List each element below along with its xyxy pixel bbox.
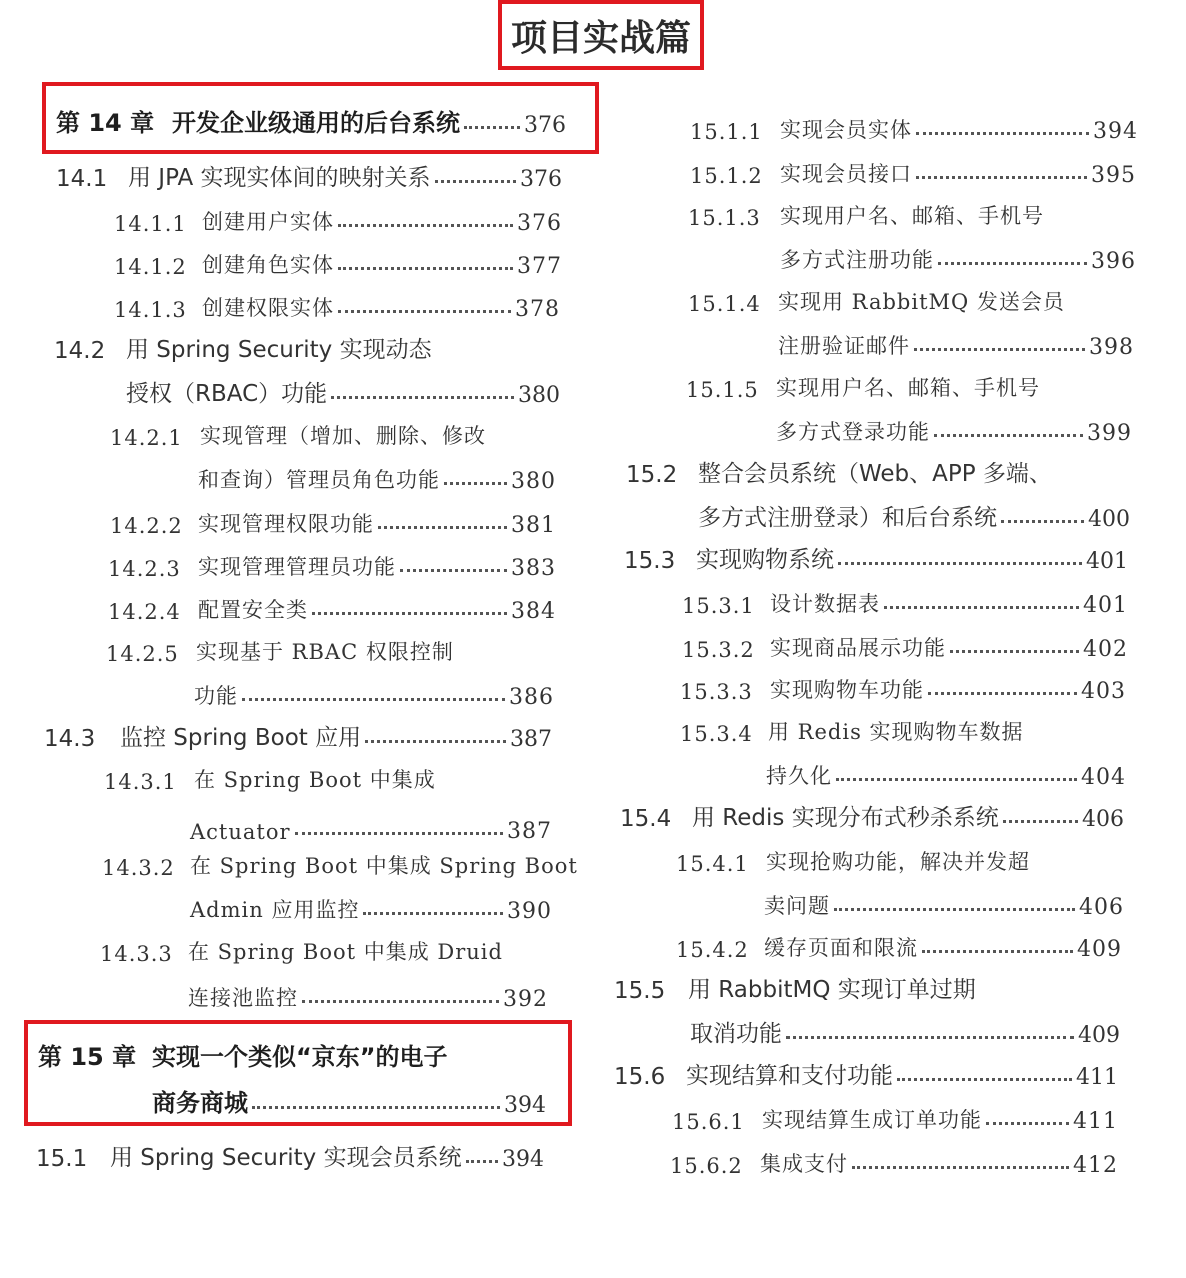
dot-leader [338, 310, 511, 313]
dot-leader [897, 1078, 1072, 1081]
dot-leader [466, 1160, 498, 1163]
toc-page-number: 378 [515, 297, 560, 322]
toc-page-number: 392 [503, 987, 548, 1012]
dot-leader [331, 396, 514, 399]
toc-page-number: 394 [504, 1093, 546, 1118]
toc-title: 监控 Spring Boot 应用 [120, 725, 362, 751]
toc-entry-s15-1-2 [690, 152, 1136, 188]
toc-title: 实现结算生成订单功能 [762, 1108, 982, 1132]
toc-title: 开发企业级通用的后台系统 [172, 109, 460, 137]
toc-title: 用 Spring Security 实现动态 [126, 337, 432, 363]
toc-number: 14.1.3 [114, 298, 187, 322]
toc-number: 14.2.1 [110, 426, 183, 450]
toc-title: 实现购物系统 [696, 547, 834, 573]
toc-entry-s14-3-2-line-1 [102, 844, 578, 880]
dot-leader [938, 262, 1087, 265]
toc-title: 和查询）管理员角色功能 [198, 468, 440, 492]
dot-leader [363, 912, 503, 915]
toc-number: 15.6.2 [670, 1154, 743, 1178]
dot-leader [922, 950, 1073, 953]
toc-number: 14.3 [44, 726, 96, 752]
toc-number: 第 15 章 [38, 1043, 137, 1071]
toc-number: 14.2.3 [108, 557, 181, 581]
dot-leader [400, 569, 507, 572]
toc-page-number: 387 [510, 727, 552, 752]
dot-leader [1003, 820, 1078, 823]
toc-title: 实现用 RabbitMQ 发送会员 [778, 290, 1065, 314]
toc-page-number: 377 [517, 254, 562, 279]
toc-page-number: 401 [1086, 549, 1128, 574]
toc-title: 在 Spring Boot 中集成 Druid [188, 940, 503, 964]
toc-title: 用 Redis 实现分布式秒杀系统 [692, 805, 999, 831]
toc-number: 14.3.3 [100, 942, 173, 966]
toc-entry-s14-3-2-line-2 [190, 888, 552, 924]
toc-entry-s14-3 [44, 716, 552, 752]
toc-entry-s15-6-2 [670, 1142, 1118, 1178]
toc-number: 15.3.2 [682, 638, 755, 662]
toc-number: 15.1.5 [686, 378, 759, 402]
dot-leader [950, 650, 1079, 653]
toc-title: 创建用户实体 [202, 210, 334, 234]
toc-entry-s14-2-2 [110, 502, 556, 538]
dot-leader [378, 526, 507, 529]
dot-leader [295, 832, 503, 835]
toc-number: 15.3.3 [680, 680, 753, 704]
toc-entry-s14-1-2 [114, 243, 562, 279]
toc-title: 多方式注册功能 [780, 248, 934, 272]
toc-entry-ch14 [56, 102, 566, 138]
dot-leader [934, 434, 1083, 437]
toc-title: 用 JPA 实现实体间的映射关系 [128, 165, 431, 191]
toc-entry-s15-5-line-2 [690, 1012, 1120, 1048]
toc-entry-s15-1-5-line-2 [776, 410, 1132, 446]
toc-title: 实现基于 RBAC 权限控制 [196, 640, 454, 664]
toc-title: 授权（RBAC）功能 [126, 381, 328, 407]
toc-entry-s14-3-3-line-1 [100, 930, 503, 966]
toc-title: 集成支付 [760, 1152, 848, 1176]
toc-page-number: 395 [1091, 163, 1136, 188]
toc-title: 实现购物车功能 [770, 678, 924, 702]
toc-page-number: 412 [1073, 1153, 1118, 1178]
dot-leader [916, 176, 1087, 179]
toc-number: 15.3.1 [682, 594, 755, 618]
toc-number: 15.6.1 [672, 1110, 745, 1134]
toc-page-number: 409 [1077, 937, 1122, 962]
toc-entry-ch15-line-2 [152, 1082, 546, 1118]
dot-leader [884, 606, 1079, 609]
dot-leader [365, 740, 506, 743]
toc-title: 实现用户名、邮箱、手机号 [780, 204, 1044, 228]
toc-title: 用 RabbitMQ 实现订单过期 [688, 977, 976, 1003]
toc-page-number: 409 [1078, 1023, 1120, 1048]
toc-page-number: 394 [502, 1147, 544, 1172]
toc-entry-s14-2-5-line-1 [106, 630, 454, 666]
toc-number: 15.6 [614, 1064, 666, 1090]
toc-number: 14.3.2 [102, 856, 175, 880]
toc-title: 在 Spring Boot 中集成 [194, 768, 436, 792]
toc-title: Admin 应用监控 [190, 898, 360, 922]
toc-entry-s14-2-1-line-1 [110, 414, 486, 450]
toc-title: 用 Spring Security 实现会员系统 [110, 1145, 462, 1171]
toc-entry-s14-3-1-line-2 [190, 808, 552, 844]
toc-page-number: 387 [507, 819, 552, 844]
toc-title: 实现结算和支付功能 [686, 1063, 893, 1089]
toc-entry-s14-3-3-line-2 [188, 976, 548, 1012]
toc-number: 15.1.1 [690, 120, 763, 144]
toc-entry-s15-3 [624, 538, 1128, 574]
toc-title: 实现用户名、邮箱、手机号 [776, 376, 1040, 400]
toc-entry-s14-2-line-1 [54, 328, 432, 364]
toc-entry-s15-1-5-line-1 [686, 366, 1040, 402]
dot-leader [444, 482, 507, 485]
toc-entry-s15-4-1-line-1 [676, 840, 1030, 876]
toc-number: 15.4.1 [676, 852, 749, 876]
toc-page-number: 380 [511, 469, 556, 494]
dot-leader [435, 180, 516, 183]
toc-page-number: 401 [1083, 593, 1128, 618]
toc-title: 缓存页面和限流 [764, 936, 918, 960]
toc-title: 注册验证邮件 [778, 334, 910, 358]
toc-title: 实现抢购功能，解决并发超 [766, 850, 1030, 874]
toc-title: 实现管理（增加、删除、修改 [200, 424, 486, 448]
dot-leader [836, 778, 1077, 781]
toc-page-number: 376 [517, 211, 562, 236]
toc-number: 14.1.2 [114, 255, 187, 279]
toc-entry-s14-1 [56, 156, 562, 192]
toc-number: 15.1 [36, 1146, 88, 1172]
toc-number: 14.1 [56, 166, 108, 192]
toc-entry-ch15-line-1 [38, 1036, 448, 1072]
toc-entry-s15-1-3-line-1 [688, 194, 1044, 230]
toc-title: 持久化 [766, 764, 832, 788]
dot-leader [786, 1036, 1074, 1039]
toc-entry-s15-6 [614, 1054, 1118, 1090]
dot-leader [302, 1000, 499, 1003]
toc-number: 15.1.2 [690, 164, 763, 188]
toc-page-number: 402 [1083, 637, 1128, 662]
dot-leader [852, 1166, 1069, 1169]
toc-page-number: 384 [511, 599, 556, 624]
dot-leader [338, 267, 513, 270]
dot-leader [916, 132, 1089, 135]
toc-page-number: 381 [511, 513, 556, 538]
toc-entry-s15-3-4-line-2 [766, 754, 1126, 790]
toc-number: 14.2 [54, 338, 106, 364]
toc-entry-s14-1-3 [114, 286, 560, 322]
toc-title: 设计数据表 [770, 592, 880, 616]
toc-entry-s15-1-3-line-2 [780, 238, 1136, 274]
toc-entry-s14-1-1 [114, 200, 562, 236]
toc-page-number: 383 [511, 556, 556, 581]
dot-leader [252, 1106, 500, 1109]
toc-title: 实现管理管理员功能 [198, 555, 396, 579]
toc-title: 在 Spring Boot 中集成 Spring Boot [190, 854, 578, 878]
toc-number: 15.4.2 [676, 938, 749, 962]
dot-leader [838, 562, 1082, 565]
toc-title: 创建权限实体 [202, 296, 334, 320]
toc-page-number: 406 [1079, 895, 1124, 920]
toc-page-number: 380 [518, 383, 560, 408]
toc-number: 14.2.2 [110, 514, 183, 538]
toc-entry-s15-2-line-1 [626, 452, 1052, 488]
toc-page-number: 386 [509, 685, 554, 710]
dot-leader [834, 908, 1075, 911]
toc-entry-s14-2-5-line-2 [194, 674, 554, 710]
toc-entry-s15-2-line-2 [698, 496, 1130, 532]
toc-title: 实现一个类似“京东”的电子 [152, 1043, 448, 1071]
toc-entry-s15-1-1 [690, 108, 1138, 144]
toc-number: 15.3.4 [680, 722, 753, 746]
toc-entry-s15-3-4-line-1 [680, 710, 1024, 746]
toc-title: 功能 [194, 684, 238, 708]
toc-number: 14.2.4 [108, 600, 181, 624]
toc-entry-s15-6-1 [672, 1098, 1118, 1134]
toc-entry-s14-2-1-line-2 [198, 458, 556, 494]
toc-page-number: 376 [524, 113, 566, 138]
toc-page-number: 403 [1081, 679, 1126, 704]
dot-leader [914, 348, 1085, 351]
toc-title: 实现管理权限功能 [198, 512, 374, 536]
toc-page-number: 404 [1081, 765, 1126, 790]
toc-number: 15.5 [614, 978, 666, 1004]
toc-page-number: 411 [1076, 1065, 1118, 1090]
toc-title: 连接池监控 [188, 986, 298, 1010]
toc-page-number: 398 [1089, 335, 1134, 360]
toc-entry-s15-1-4-line-2 [778, 324, 1134, 360]
toc-entry-s14-3-1-line-1 [104, 758, 436, 794]
toc-title: 多方式注册登录）和后台系统 [698, 505, 997, 531]
toc-title: 整合会员系统（Web、APP 多端、 [698, 461, 1052, 487]
toc-entry-s15-5-line-1 [614, 968, 976, 1004]
toc-number: 15.1.3 [688, 206, 761, 230]
toc-title: 用 Redis 实现购物车数据 [768, 720, 1024, 744]
dot-leader [242, 698, 505, 701]
toc-page-number: 400 [1088, 507, 1130, 532]
toc-number: 14.1.1 [114, 212, 187, 236]
toc-page-number: 406 [1082, 807, 1124, 832]
dot-leader [312, 612, 507, 615]
toc-entry-s14-2-line-2 [126, 372, 560, 408]
toc-entry-s15-4-1-line-2 [764, 884, 1124, 920]
toc-number: 15.4 [620, 806, 672, 832]
toc-entry-s14-2-3 [108, 545, 556, 581]
toc-entry-s15-4 [620, 796, 1124, 832]
dot-leader [986, 1122, 1069, 1125]
toc-entry-s14-2-4 [108, 588, 556, 624]
toc-entry-s15-4-2 [676, 926, 1122, 962]
toc-page-number: 390 [507, 899, 552, 924]
dot-leader [1001, 520, 1084, 523]
toc-title: 多方式登录功能 [776, 420, 930, 444]
toc-title: 取消功能 [690, 1021, 782, 1047]
toc-title: 商务商城 [152, 1089, 248, 1117]
toc-entry-s15-3-2 [682, 626, 1128, 662]
toc-page-number: 376 [520, 167, 562, 192]
toc-entry-s15-1-4-line-1 [688, 280, 1065, 316]
toc-entry-s15-3-3 [680, 668, 1126, 704]
toc-title: 实现会员接口 [780, 162, 912, 186]
dot-leader [464, 126, 520, 129]
dot-leader [928, 692, 1077, 695]
toc-number: 15.1.4 [688, 292, 761, 316]
toc-page-number: 399 [1087, 421, 1132, 446]
toc-page-number: 396 [1091, 249, 1136, 274]
toc-entry-s15-3-1 [682, 582, 1128, 618]
toc-title: 实现会员实体 [780, 118, 912, 142]
toc-title: 配置安全类 [198, 598, 308, 622]
toc-title: 卖问题 [764, 894, 830, 918]
toc-number: 15.2 [626, 462, 678, 488]
toc-page-number: 394 [1093, 119, 1138, 144]
toc-number: 第 14 章 [56, 109, 155, 137]
toc-number: 15.3 [624, 548, 676, 574]
toc-entry-s15-1 [36, 1136, 544, 1172]
part-title: 项目实战篇 [510, 17, 691, 59]
toc-number: 14.3.1 [104, 770, 177, 794]
toc-title: 创建角色实体 [202, 253, 334, 277]
toc-number: 14.2.5 [106, 642, 179, 666]
toc-page-number: 411 [1073, 1109, 1118, 1134]
toc-title: Actuator [190, 820, 291, 844]
toc-title: 实现商品展示功能 [770, 636, 946, 660]
dot-leader [338, 224, 513, 227]
